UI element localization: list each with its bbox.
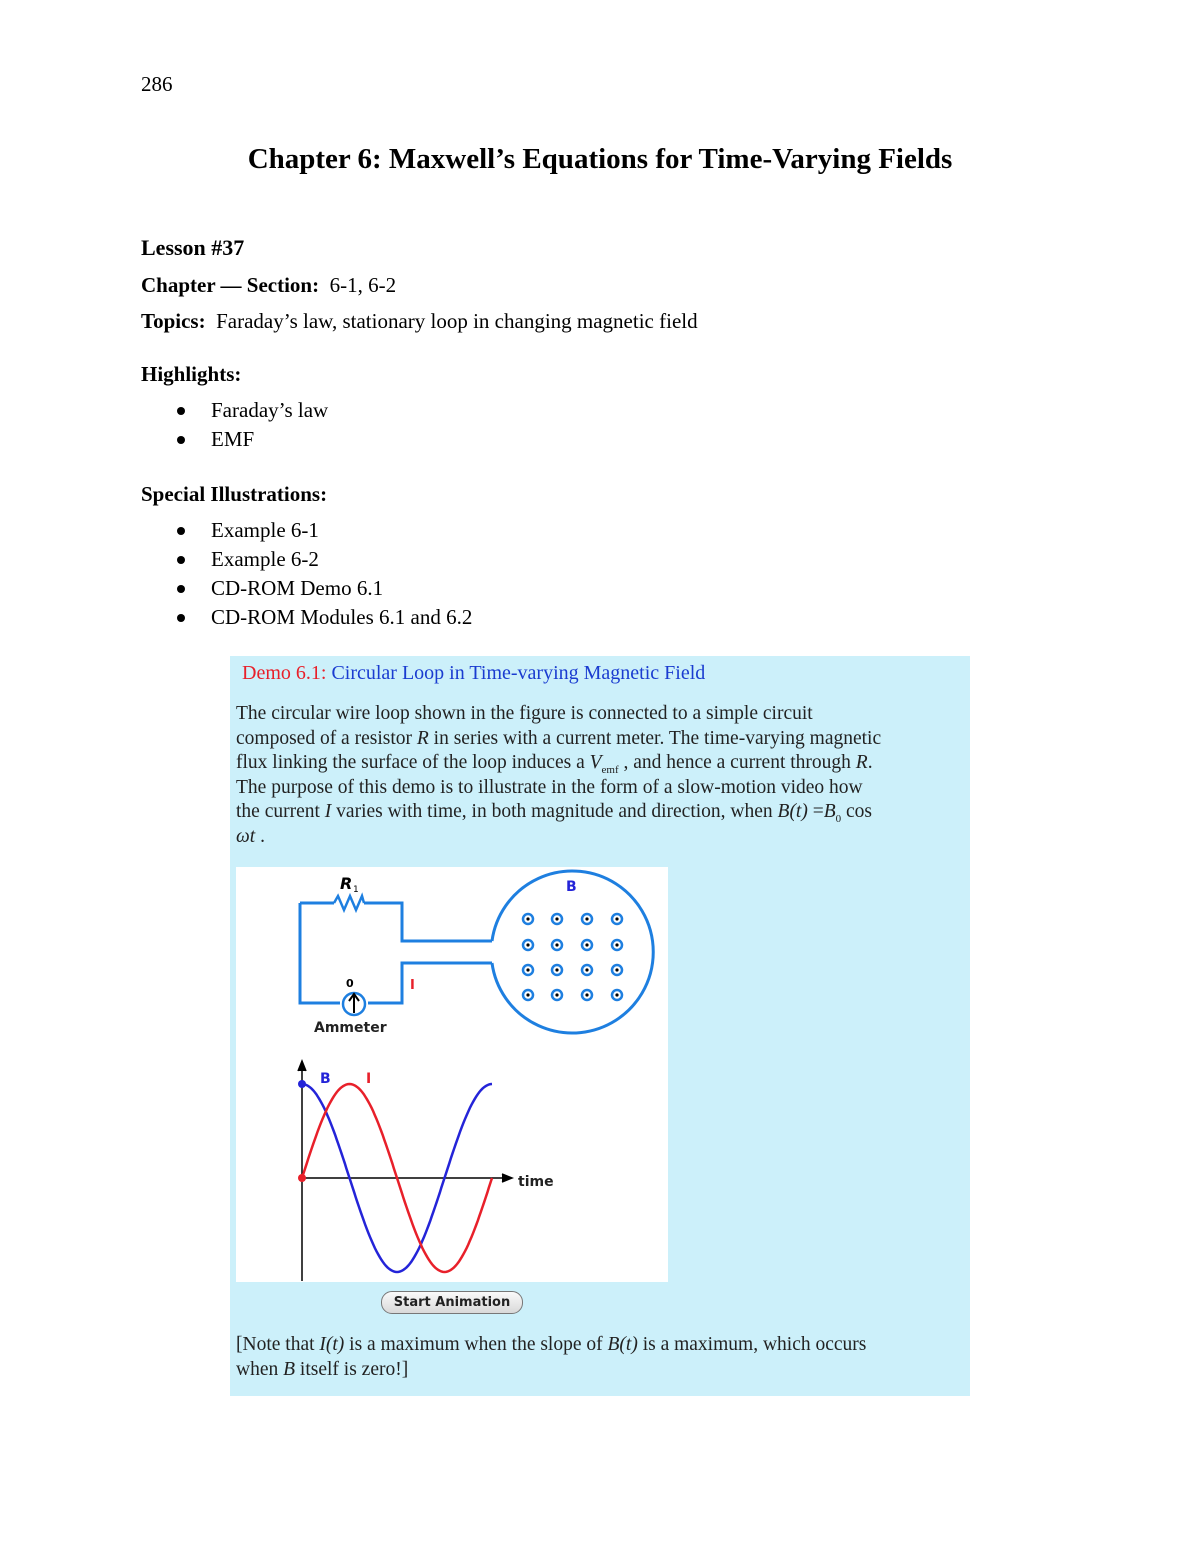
i-curve-start-dot xyxy=(298,1174,306,1182)
topics-label: Topics: xyxy=(141,309,206,333)
list-item: CD-ROM Demo 6.1 xyxy=(141,574,472,603)
bullet-icon xyxy=(177,585,185,593)
lesson-heading: Lesson #37 xyxy=(141,235,245,260)
ammeter-label: Ammeter xyxy=(314,1020,387,1036)
graph-i-label: I xyxy=(366,1071,372,1087)
topics-row xyxy=(141,309,698,334)
graph-b-label: B xyxy=(320,1071,331,1087)
current-label: I xyxy=(410,978,415,993)
list-item: Example 6-2 xyxy=(141,545,472,574)
topics-value: Faraday’s law, stationary loop in changing magnetic field xyxy=(216,309,698,333)
start-animation-button[interactable]: Start Animation xyxy=(381,1291,523,1314)
wire-loop xyxy=(492,871,653,1033)
field-dot-center xyxy=(555,968,558,971)
circuit-wires xyxy=(300,903,492,1003)
list-item: Faraday’s law xyxy=(141,396,328,425)
time-axis-label: time xyxy=(518,1174,554,1190)
field-dot-center xyxy=(526,968,529,971)
b-curve-start-dot xyxy=(298,1080,306,1088)
magnetic-field-dots xyxy=(523,914,622,1000)
field-dot-center xyxy=(585,917,588,920)
bullet-icon xyxy=(177,407,185,415)
field-dot-center xyxy=(526,943,529,946)
field-dot-center xyxy=(526,993,529,996)
list-item: Example 6-1 xyxy=(141,516,472,545)
field-dot-center xyxy=(555,943,558,946)
field-dot-center xyxy=(555,993,558,996)
section-row xyxy=(141,273,396,298)
bullet-icon xyxy=(177,436,185,444)
page-number: 286 xyxy=(141,72,173,96)
field-dot-center xyxy=(585,943,588,946)
highlights-list xyxy=(141,396,328,454)
circuit-and-graph-figure xyxy=(236,867,668,1314)
field-dot-center xyxy=(555,917,558,920)
chapter-title: Chapter 6: Maxwell’s Equations for Time-Varying Fields xyxy=(247,143,953,175)
list-item: CD-ROM Modules 6.1 and 6.2 xyxy=(141,603,472,632)
field-dot-center xyxy=(615,993,618,996)
section-value: 6-1, 6-2 xyxy=(329,273,397,297)
svg-text:1: 1 xyxy=(353,885,359,895)
bullet-icon xyxy=(177,556,185,564)
meter-reading: 0 xyxy=(346,977,354,990)
demo-note: [Note that I(t) is a maximum when the slope of B(t) is a maximum, which occurs when B itself is zero!] xyxy=(236,1334,867,1380)
field-dot-center xyxy=(526,917,529,920)
special-illustrations-list xyxy=(141,516,472,632)
field-label: B xyxy=(566,879,577,895)
special-illustrations-heading: Special Illustrations: xyxy=(141,482,328,506)
section-label: Chapter — Section: xyxy=(141,273,320,297)
graph-axes xyxy=(298,1061,512,1281)
resistor-icon xyxy=(334,896,364,910)
demo-title xyxy=(242,662,705,685)
demo-figure xyxy=(236,867,668,1314)
resistor-label: R xyxy=(340,874,353,893)
highlights-heading: Highlights: xyxy=(141,362,242,386)
field-dot-center xyxy=(585,993,588,996)
demo-title-prefix: Demo 6.1: xyxy=(242,662,327,684)
field-dot-center xyxy=(615,917,618,920)
demo-description: The circular wire loop shown in the figure is connected to a simple circuit composed of a resistor R in series with a current meter. The time-varying magnetic flux linking the surface of the loop induces a $V_{emf}$ , and hence a current through R. The purpose of this demo is to illustrate in the form of a slow-motion video how the current I varies with time, in both magnitude and direction, when $B(t) =B_0$ cos ωt . xyxy=(236,703,882,847)
list-item: EMF xyxy=(141,425,328,454)
field-dot-center xyxy=(615,943,618,946)
bullet-icon xyxy=(177,527,185,535)
field-dot-center xyxy=(585,968,588,971)
field-dot-center xyxy=(615,968,618,971)
bullet-icon xyxy=(177,614,185,622)
demo-title-text: Circular Loop in Time-varying Magnetic Field xyxy=(331,662,706,684)
